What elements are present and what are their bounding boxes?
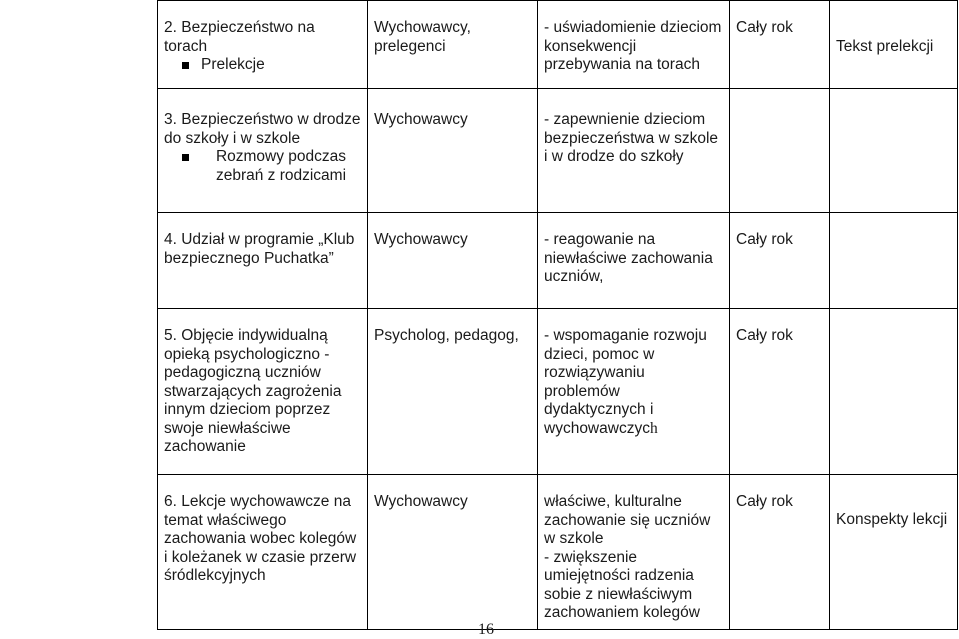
sub-item-label: Rozmowy podczas zebrań z rodzicami — [215, 148, 347, 184]
goal-line: właściwe, kulturalne zachowanie się uczniów w szkole — [544, 493, 711, 547]
doc-text: Tekst prelekcji — [836, 38, 934, 55]
doc-text: Konspekty lekcji — [836, 511, 948, 528]
sub-item-label: Prelekcje — [201, 56, 265, 73]
when-text: Cały rok — [736, 231, 793, 248]
cell-doc — [830, 309, 958, 475]
cell-topic — [158, 475, 368, 630]
topic-text: 4. Udział w programie „Klub bezpiecznego Puchatka” — [164, 231, 355, 267]
cell-when — [730, 89, 830, 213]
who-text: Wychowawcy, prelegenci — [374, 19, 471, 55]
who-text: Wychowawcy — [374, 493, 468, 510]
cell-when — [730, 309, 830, 475]
table-row — [158, 89, 958, 213]
cell-goal — [538, 1, 730, 89]
topic-text: 5. Objęcie indywidualną opieką psychologiczno - pedagogiczną uczniów stwarzających zagrożenia innym dzieciom poprzez swoje niewłaściwe zachowanie — [164, 327, 342, 455]
when-text: Cały rok — [736, 493, 793, 510]
cell-topic — [158, 213, 368, 309]
goal-line: - zwiększenie umiejętności radzenia sobie z niewłaściwym zachowaniem kolegów — [544, 548, 700, 621]
cell-who — [368, 1, 538, 89]
table-row — [158, 1, 958, 89]
topic-text: 6. Lekcje wychowawcze na temat właściwego zachowania wobec kolegów i koleżanek w czasie przerw śródlekcyjnych — [164, 493, 357, 584]
square-bullet-icon — [182, 154, 189, 161]
who-text: Wychowawcy — [374, 111, 468, 128]
cell-topic — [158, 89, 368, 213]
cell-doc — [830, 213, 958, 309]
sub-item — [164, 56, 361, 75]
goal-text: - reagowanie na niewłaściwe zachowania uczniów, — [544, 231, 713, 285]
cell-goal — [538, 213, 730, 309]
cell-doc — [830, 89, 958, 213]
topic-text: 3. Bezpieczeństwo w drodze do szkoły i w szkole — [164, 111, 361, 147]
goal-text: - zapewnienie dzieciom bezpieczeństwa w szkole i w drodze do szkoły — [544, 111, 719, 165]
table-row — [158, 475, 958, 630]
table-row — [158, 309, 958, 475]
sub-item — [164, 148, 361, 185]
cell-who — [368, 475, 538, 630]
cell-topic — [158, 1, 368, 89]
cell-when — [730, 475, 830, 630]
cell-when — [730, 1, 830, 89]
goal-text-tail: h — [649, 419, 658, 437]
cell-goal — [538, 475, 730, 630]
cell-doc — [830, 475, 958, 630]
cell-who — [368, 213, 538, 309]
cell-goal — [538, 309, 730, 475]
cell-when — [730, 213, 830, 309]
cell-who — [368, 309, 538, 475]
page-number: 16 — [478, 621, 494, 638]
cell-goal — [538, 89, 730, 213]
goal-text: - wspomaganie rozwoju dzieci, pomoc w rozwiązywaniu problemów dydaktycznych i wychowawczyc — [544, 327, 707, 437]
square-bullet-icon — [182, 62, 189, 69]
who-text: Psycholog, pedagog, — [374, 327, 519, 344]
topic-text: 2. Bezpieczeństwo na torach — [164, 19, 315, 55]
when-text: Cały rok — [736, 19, 793, 36]
cell-topic — [158, 309, 368, 475]
table-row — [158, 213, 958, 309]
when-text: Cały rok — [736, 327, 793, 344]
cell-who — [368, 89, 538, 213]
plan-table — [157, 0, 958, 630]
who-text: Wychowawcy — [374, 231, 468, 248]
cell-doc — [830, 1, 958, 89]
goal-text: - uświadomienie dzieciom konsekwencji przebywania na torach — [544, 19, 722, 73]
